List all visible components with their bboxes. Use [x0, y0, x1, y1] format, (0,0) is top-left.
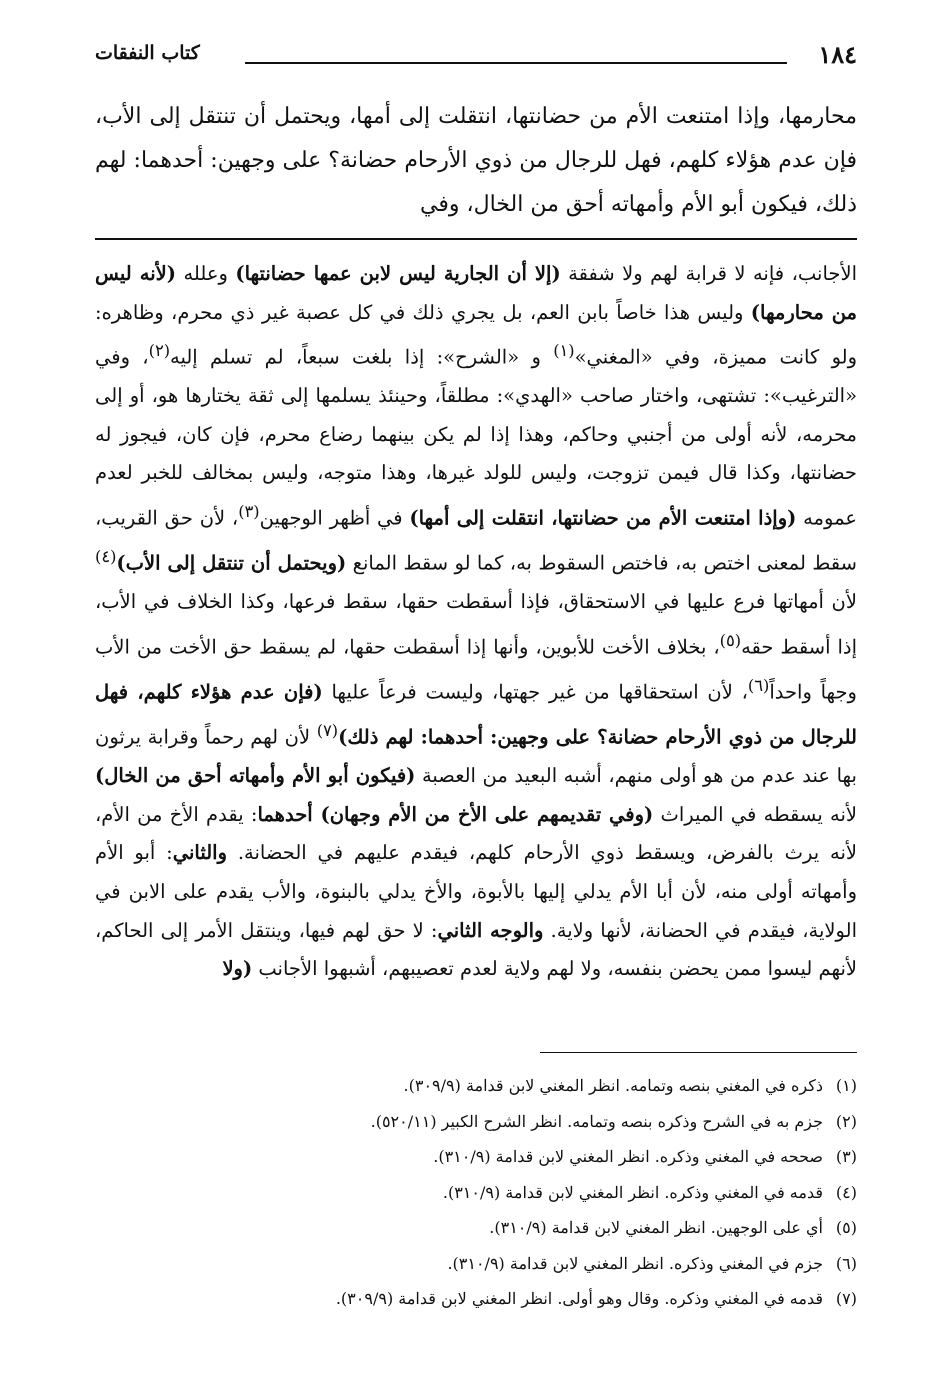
footnote-ref: (٣) — [238, 502, 260, 522]
footnote-text: ذكره في المغني بنصه وتمامه. انظر المغني لابن قدامة (٣٠٩/٩). — [403, 1076, 823, 1095]
quoted-text: (فإن عدم هؤلاء كلهم، فهل للرجال من ذوي الأرحام حضانة؟ على وجهين: أحدهما: لهم ذلك) — [95, 680, 857, 749]
footnote-number: (٦) — [835, 1253, 857, 1273]
footnote-item — [95, 1104, 857, 1140]
quoted-text: (ويحتمل أن تنتقل إلى الأب) — [116, 551, 347, 575]
footnotes — [95, 1068, 857, 1317]
footnote-ref: (٢) — [148, 341, 171, 361]
footnote-text: جزم به في الشرح وذكره بنصه وتمامه. انظر الشرح الكبير (٥٢٠/١١). — [370, 1111, 823, 1131]
footnote-number: (٢) — [835, 1111, 857, 1131]
commentary-text: وليس هذا خاصاً بابن العم، بل يجري ذلك في كل عصبة غير ذي محرم، وظاهره: ولو كانت مميزة، وفي «المغني» — [95, 300, 857, 369]
commentary-text: ، وفي «الترغيب»: تشتهى، واختار صاحب «الهدي»: مطلقاً، وحينئذ يسلمها إلى ثقة يختارها هو، أو إلى محرمه، لأنه أولى من أجنبي وحاكم، وهذا إذا لم يكن بينهما رضاع محرم، فإن كان، فيجوز له حضانتها، وكذا قال فيمن تزوجت، وليس للولد غيرها، وهذا متوجه، وليس بمخالف للخبر لعدم عمومه — [95, 345, 857, 530]
footnote-number: (١) — [835, 1076, 857, 1095]
footnote-text: صححه في المغني وذكره. انظر المغني لابن قدامة (٣١٠/٩). — [433, 1147, 823, 1166]
commentary-paragraph — [95, 255, 857, 989]
footnote-item — [95, 1246, 857, 1282]
footnote-item — [95, 1175, 857, 1211]
quoted-text: (فيكون أبو الأم وأمهاته أحق من الخال) — [95, 764, 416, 788]
footnote-item — [95, 1068, 857, 1104]
footnote-item — [95, 1281, 857, 1317]
quoted-text: والوجه الثاني — [437, 918, 544, 942]
footnote-text: أي على الوجهين. انظر المغني لابن قدامة (٣١٠/٩). — [489, 1218, 823, 1237]
footnote-number: (٧) — [835, 1289, 857, 1308]
main-paragraph: محارمها، وإذا امتنعت الأم من حضانتها، انتقلت إلى أمها، ويحتمل أن تنتقل إلى الأب، فإن عدم هؤلاء كلهم، فهل للرجال من ذوي الأرحام حضانة؟ على وجهين: أحدهما: لهم ذلك، فيكون أبو الأم وأمهاته أحق من الخال، وفي — [95, 104, 857, 217]
chapter-title: كتاب النفقات — [95, 42, 200, 64]
footnote-ref: (٥) — [719, 630, 742, 650]
page-number: ١٨٤ — [818, 40, 857, 69]
commentary-text: ، لأن حق القريب، سقط لمعنى اختص به، فاختص السقوط به، كما لو سقط المانع — [95, 506, 857, 575]
footnote-ref: (٦) — [747, 675, 770, 695]
quoted-text: (إلا أن الجارية ليس لابن عمها حضانتها) — [235, 262, 561, 285]
footnote-number: (٥) — [835, 1218, 857, 1237]
footnote-number: (٤) — [835, 1182, 857, 1202]
footnote-text: جزم في المغني وذكره. انظر المغني لابن قدامة (٣١٠/٩). — [447, 1253, 823, 1273]
commentary-text: ، بخلاف الأخت للأبوين، وأنها إذا أسقطت حقها، لم يسقط حق الأخت من الأب وجهاً واحداً — [95, 635, 857, 704]
main-text — [95, 95, 857, 227]
footnote-text: قدمه في المغني وذكره. وقال وهو أولى. انظر المغني لابن قدامة (٣٠٩/٩). — [335, 1289, 823, 1308]
running-header — [95, 40, 857, 74]
commentary-text: لأن لهم رحماً وقرابة يرثون بها عند عدم من هو أولى منهم، أشبه البعيد من العصبة — [95, 725, 857, 788]
commentary-text: وعلله — [175, 262, 236, 285]
footnote-number: (٣) — [835, 1147, 857, 1166]
commentary-text: ، لأن استحقاقها من غير جهتها، وليست فرعاً عليها — [322, 680, 748, 704]
footnote-ref: (٤) — [95, 547, 117, 567]
footnote-item — [95, 1210, 857, 1246]
quoted-text: (ولا — [222, 957, 253, 981]
footnote-text: قدمه في المغني وذكره. انظر المغني لابن قدامة (٣١٠/٩). — [442, 1182, 823, 1202]
quoted-text: (وإذا امتنعت الأم من حضانتها، انتقلت إلى أمها) — [409, 506, 797, 530]
commentary — [95, 255, 857, 989]
header-rule — [245, 62, 787, 64]
commentary-text: لأن أمهاتها فرع عليها في الاستحقاق، فإذا أسقطت حقها، سقط فرعها، وكذا الخلاف في الأب، إذا أسقط حقه — [95, 590, 857, 659]
commentary-text: : يقدم الأخ من الأم، لأنه يرث بالفرض، ويسقط ذوي الأرحام كلهم، فيقدم عليهم في الحضانة. — [95, 802, 857, 865]
commentary-text: لأنه يسقطه في الميراث — [653, 802, 857, 826]
footnote-ref: (٧) — [316, 721, 339, 741]
commentary-text: و «الشرح»: إذا بلغت سبعاً، لم تسلم إليه — [170, 345, 554, 369]
commentary-text: في أظهر الوجهين — [259, 506, 410, 530]
footnote-separator — [540, 1052, 857, 1053]
quoted-text: والثاني — [172, 841, 228, 865]
quoted-text: (وفي تقديمهم على الأخ من الأم وجهان) أحدهما — [257, 802, 654, 826]
footnote-ref: (١) — [553, 341, 575, 361]
quoted-text: (لأنه ليس من محارمها) — [95, 262, 857, 324]
commentary-text: : لا حق لهم فيها، وينتقل الأمر إلى الحاكم، لأنهم ليسوا ممن يحضن بنفسه، ولا لهم ولاية لعدم تعصيبهم، أشبهوا الأجانب — [95, 918, 857, 981]
text-separator — [95, 238, 857, 240]
footnote-item — [95, 1139, 857, 1175]
commentary-text: : أبو الأم وأمهاته أولى منه، لأن أبا الأم يدلي إليها بالأبوة، والأخ يدلي بالبنوة، والأب يقدم على الابن في الولاية، فيقدم في الحضانة، لأنها ولاية. — [95, 841, 857, 942]
commentary-text: الأجانب، فإنه لا قرابة لهم ولا شفقة — [560, 262, 857, 285]
